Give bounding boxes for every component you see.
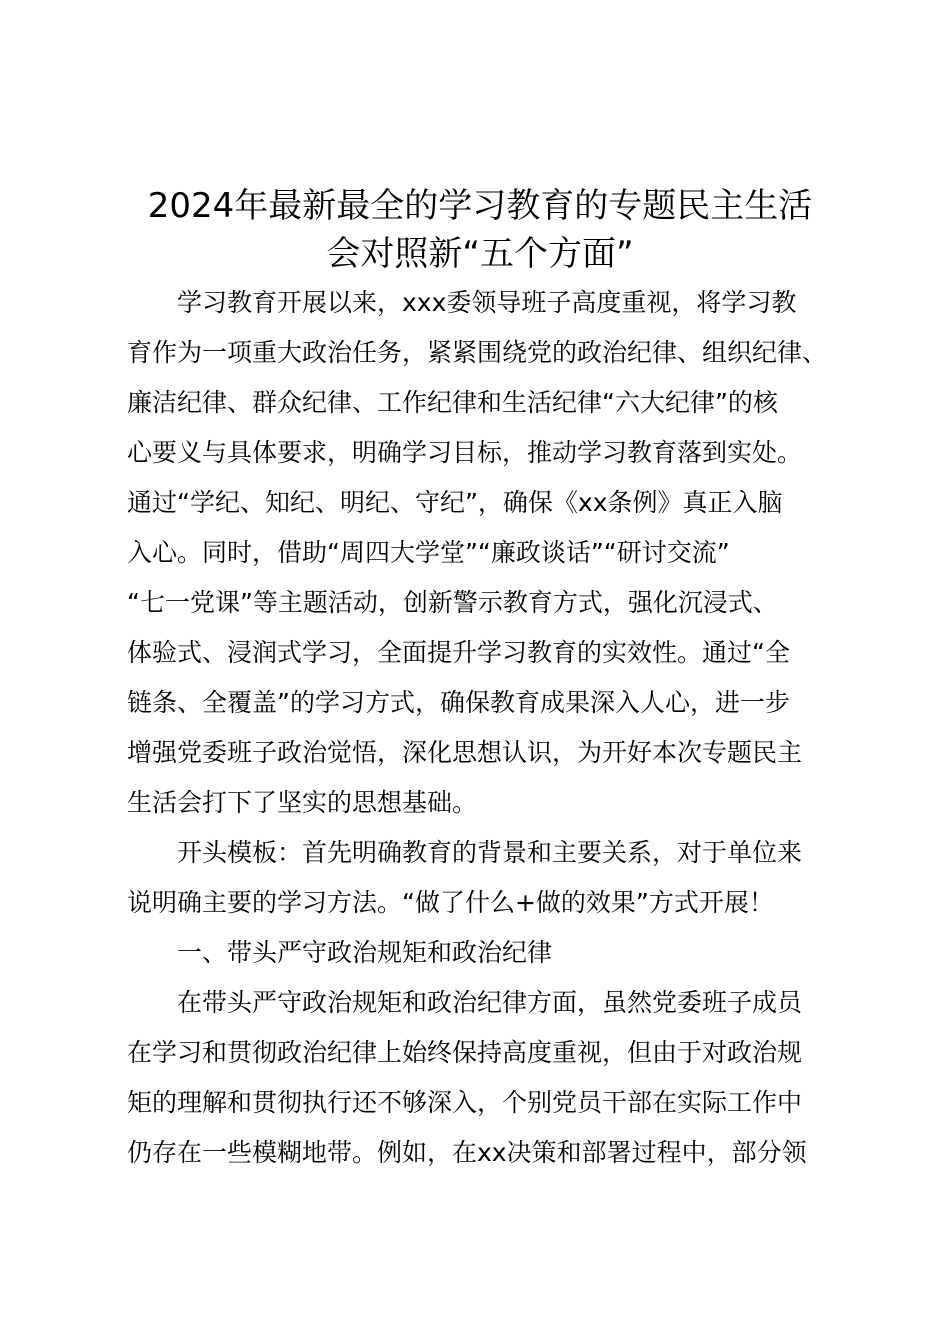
section-heading: 一、带头严守政治规矩和政治纪律 [177, 938, 553, 967]
paragraph-line: 说明确主要的学习方法。“做了什么+做的效果”方式开展！ [127, 888, 774, 917]
paragraph-line: 心要义与具体要求，明确学习目标，推动学习教育落到实处。 [127, 438, 803, 467]
paragraph-line: 学习教育开展以来，xxx委领导班子高度重视，将学习教 [177, 288, 797, 317]
paragraph-line: 增强党委班子政治觉悟，深化思想认识，为开好本次专题民主 [127, 738, 803, 767]
paragraph-line: 生活会打下了坚实的思想基础。 [127, 788, 478, 817]
paragraph-line: 开头模板：首先明确教育的背景和主要关系，对于单位来 [177, 838, 803, 867]
document-title-line-2: 会对照新“五个方面” [326, 234, 634, 274]
paragraph-line: 廉洁纪律、群众纪律、工作纪律和生活纪律“六大纪律”的核 [127, 388, 778, 417]
paragraph-line: 仍存在一些模糊地带。例如，在xx决策和部署过程中，部分领 [127, 1138, 807, 1167]
paragraph-line: 在学习和贯彻政治纪律上始终保持高度重视，但由于对政治规 [127, 1038, 803, 1067]
paragraph-line: 链条、全覆盖”的学习方式，确保教育成果深入人心，进一步 [127, 688, 790, 717]
paragraph-line: 体验式、浸润式学习，全面提升学习教育的实效性。通过“全 [127, 638, 790, 667]
paragraph-line: 育作为一项重大政治任务，紧紧围绕党的政治纪律、组织纪律、 [127, 338, 828, 367]
document-title-line-1: 2024年最新最全的学习教育的专题民主生活 [147, 186, 813, 226]
paragraph-line: 矩的理解和贯彻执行还不够深入，个别党员干部在实际工作中 [127, 1088, 803, 1117]
paragraph-line: 在带头严守政治规矩和政治纪律方面，虽然党委班子成员 [177, 988, 803, 1017]
paragraph-line: 入心。同时，借助“周四大学堂”“廉政谈话”“研讨交流” [127, 538, 730, 567]
paragraph-line: 通过“学纪、知纪、明纪、守纪”，确保《xx条例》真正入脑 [127, 488, 783, 517]
paragraph-line: “七一党课”等主题活动，创新警示教育方式，强化沉浸式、 [127, 588, 778, 617]
